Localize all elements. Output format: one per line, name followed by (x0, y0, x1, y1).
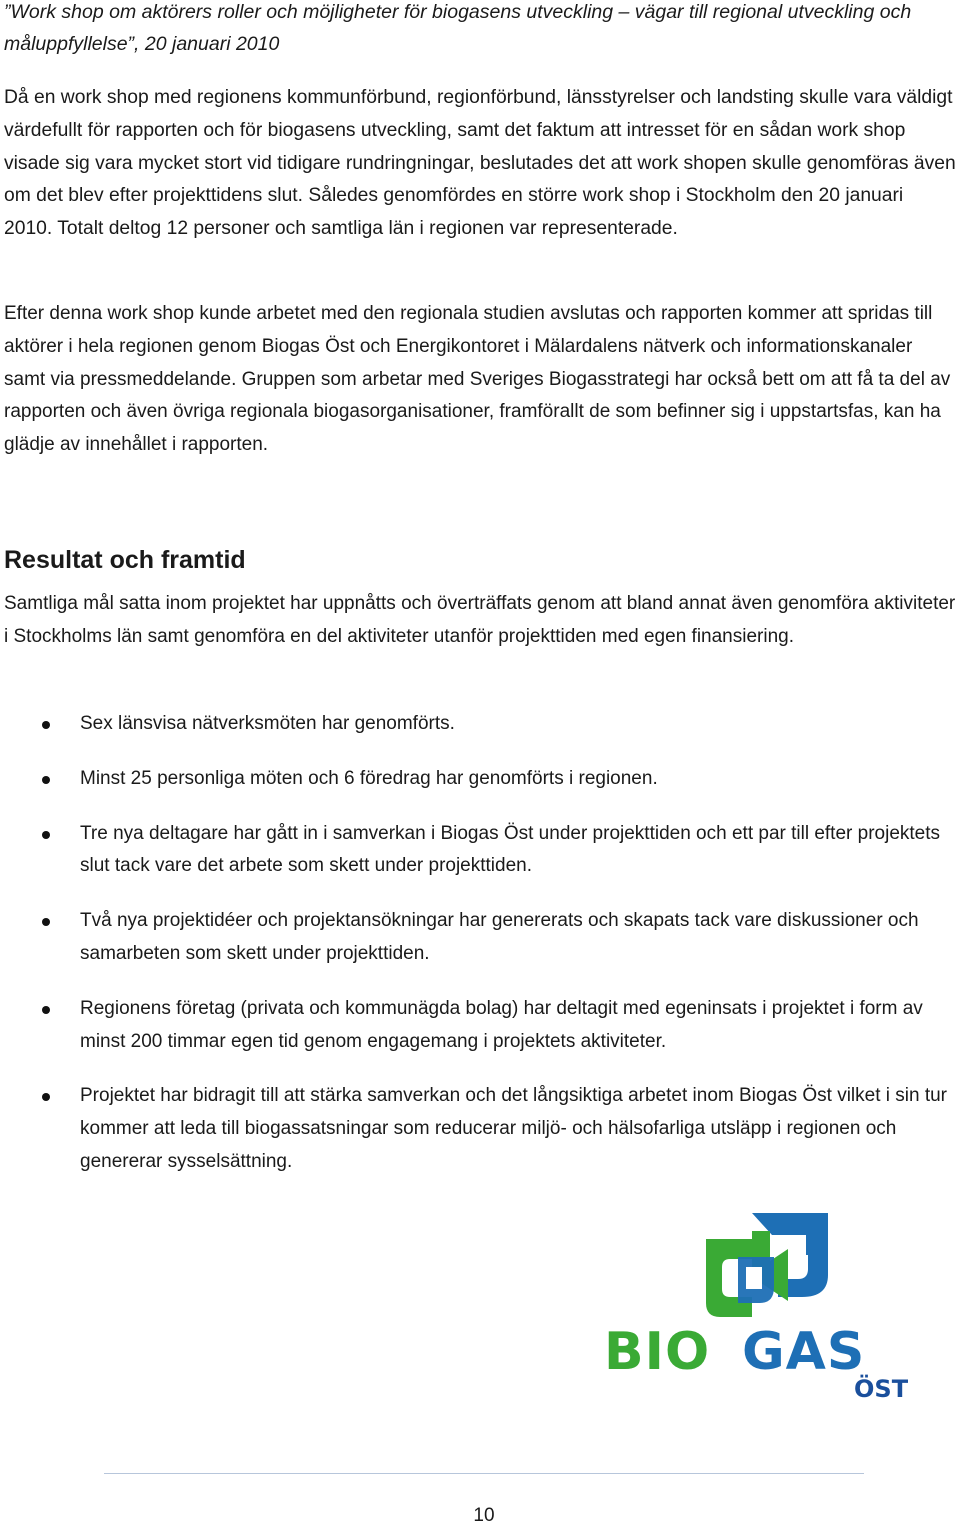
list-item-text: Två nya projektidéer och projektansökningar har genererats och skapats tack vare diskussioner och samarbeten som skett under projekttiden. (80, 910, 919, 964)
list-item (0, 763, 956, 796)
bullet-icon (42, 721, 50, 729)
biogas-ost-logo (602, 1205, 928, 1401)
results-list (0, 708, 960, 1201)
logo-word-right: GAS (742, 1322, 866, 1382)
bullet-icon (42, 776, 50, 784)
section-intro: Samtliga mål satta inom projektet har uppnåtts och överträffats genom att bland annat även genomföra aktiviteter i Stockholms län samt genomföra en del aktiviteter utanför projekttiden med egen finansiering. (4, 593, 956, 647)
list-item (0, 1080, 956, 1178)
section-heading: Resultat och framtid (4, 546, 246, 574)
list-item-text: Minst 25 personliga möten och 6 föredrag har genomförts i regionen. (80, 767, 658, 789)
logo-sub: ÖST (854, 1375, 909, 1401)
biogas-emblem-icon (706, 1213, 828, 1317)
footer-divider (104, 1473, 864, 1474)
list-item-text: Projektet har bidragit till att stärka samverkan och det långsiktiga arbetet inom Biogas Öst vilket i sin tur kommer att leda till biogassatsningar som reducerar miljö- och hälsofarliga utsläpp i regionen och genererar sysselsättning. (80, 1085, 948, 1172)
bullet-icon (42, 1093, 50, 1101)
list-item (0, 708, 956, 741)
list-item-text: Tre nya deltagare har gått in i samverkan i Biogas Öst under projekttiden och ett par till efter projektets slut tack vare det arbete som skett under projekttiden. (80, 822, 941, 877)
paragraph-after-workshop: Efter denna work shop kunde arbetet med den regionala studien avslutas och rapporten kommer att spridas till aktörer i hela regionen genom Biogas Öst och Energikontoret i Mälardalens nätverk och informationskanaler samt via pressmeddelande. Gruppen som arbetar med Sveriges Biogasstrategi har också bett om att få ta del av rapporten och även övriga regionala biogasorganisationer, framförallt de som befinner sig i uppstartsfas, kan ha glädje av innehållet i rapporten. (4, 303, 951, 456)
bullet-icon (42, 918, 50, 926)
list-item-text: Sex länsvisa nätverksmöten har genomförts. (80, 713, 455, 734)
list-item (0, 905, 956, 971)
list-item-text: Regionens företag (privata och kommunägda bolag) har deltagit med egeninsats i projektet i form av minst 200 timmar egen tid genom engagemang i projektets aktiviteter. (80, 997, 923, 1052)
paragraph-workshop: Då en work shop med regionens kommunförbund, regionförbund, länsstyrelser och landsting skulle vara väldigt värdefullt för rapporten och för biogasens utveckling, samt det faktum att intresset för en sådan work shop visade sig vara mycket stort vid tidigare rundringningar, beslutades det att work shopen skulle genomföras även om det blev efter projekttidens slut. Således genomfördes en större work shop i Stockholm den 20 januari 2010. Totalt deltog 12 personer och samtliga län i regionen var representerade. (4, 87, 956, 240)
list-item (0, 993, 956, 1059)
bullet-icon (42, 831, 50, 839)
list-item (0, 818, 956, 884)
bullet-icon (42, 1006, 50, 1014)
report-title-italic: ”Work shop om aktörers roller och möjligheter för biogasens utveckling – vägar till regional utveckling och måluppfyllelse”, 20 januari 2010 (4, 1, 912, 55)
logo-word-left: BIO (604, 1322, 711, 1382)
page-number: 10 (473, 1505, 495, 1526)
